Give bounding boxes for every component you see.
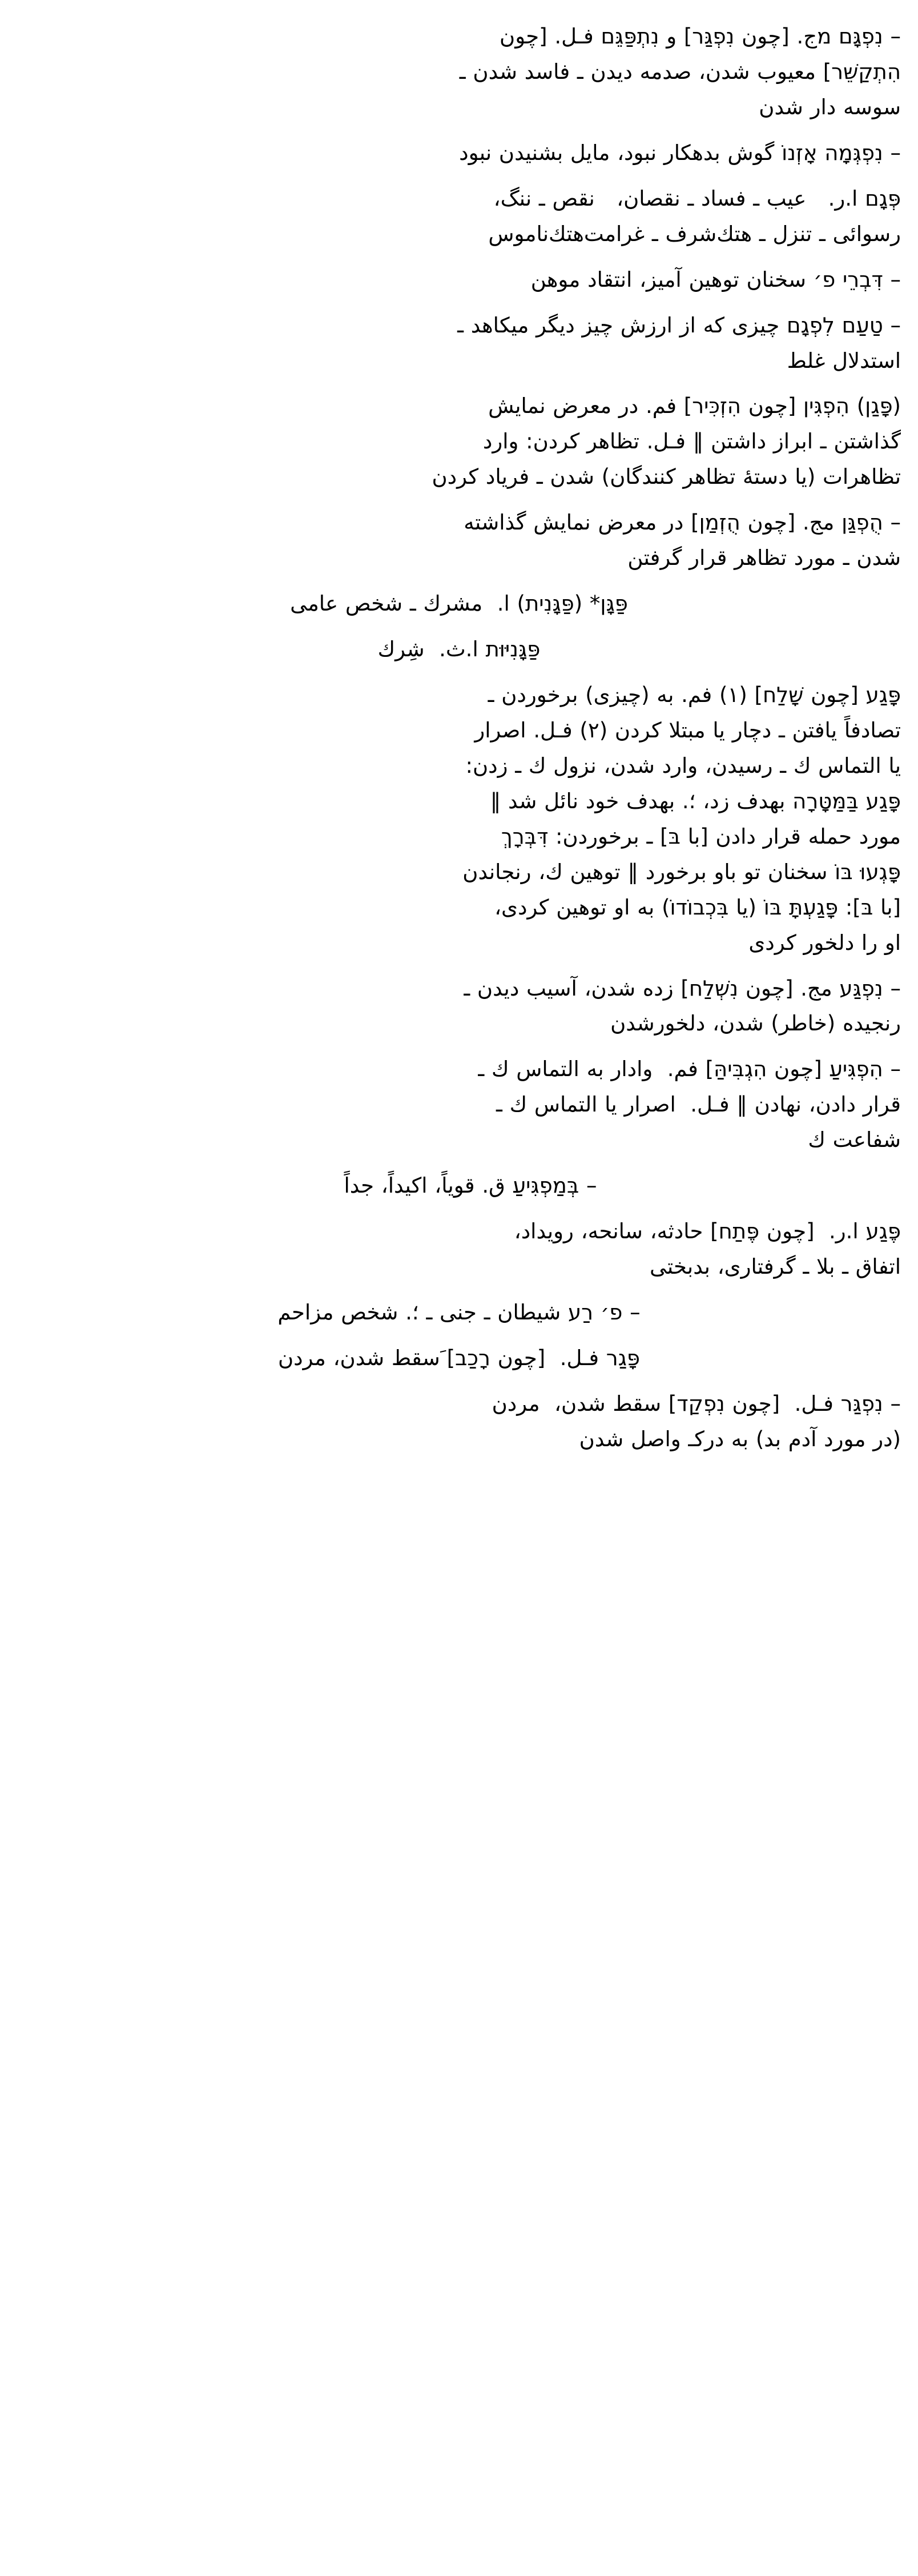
- entry-line: رنجيده (خاطر) شدن، دلخورشدن: [610, 1011, 901, 1036]
- entry-line: ‎–‎ נִפְגַּע مج. [چون נִשְׁלַח] زده شدن، آسيب ديدن ـ: [464, 976, 901, 1001]
- entry-line: تصادفاً يافتن ـ دچار يا مبتلا كردن (٢) فـل. اصرار: [474, 717, 901, 743]
- entry-line: رسوائى ـ تنزل ـ هتك‌شرف ـ غرامت‌هتك‌ناموس: [488, 221, 901, 246]
- dictionary-entry: [17, 19, 901, 125]
- dictionary-entry: [17, 972, 901, 1041]
- entry-line: او را دلخور كردى: [748, 930, 901, 955]
- entry-line: ‎–‎ נִפְגְּמָה אָזְנוֹ گوش بدهكار نبود، مايل بشنيدن نبود: [459, 140, 901, 165]
- entry-line: פֶּגַע ا.ر. [چون פֶּתַח] حادثه، سانحه، رويداد،: [514, 1219, 901, 1244]
- dictionary-entry: [17, 308, 901, 378]
- entry-line: פָּגַע [چون שָׁלַח] (١) فم. به (چيزى) برخوردن ـ: [488, 683, 901, 707]
- entry-line: ‎–‎ הִפְגִּיעַ [چون הִגְבִּיהַּ] فم. وادار به التماس ك ـ: [478, 1057, 901, 1082]
- dictionary-entry: [17, 632, 901, 667]
- entry-line: פַּגָּנִיּוּת ا.ث. شِرك: [377, 637, 541, 662]
- entry-line: ‎–‎ פ׳ רַע شيطان ـ جنى ـ ؛. شخص مزاحم: [277, 1300, 641, 1325]
- dictionary-entry: [17, 136, 901, 170]
- dictionary-entry: [17, 1387, 901, 1456]
- entry-line: تظاهرات (يا دستهٔ تظاهر كنندگان) شدن ـ فرياد كردن: [432, 464, 901, 489]
- dictionary-entry: [17, 1169, 901, 1203]
- entry-line: פָּגְעוּ בּוֹ سخنان تو باو برخورد ‖ توهين ك، رنجاندن: [462, 859, 901, 884]
- dictionary-entry: [17, 678, 901, 960]
- dictionary-entry: [17, 389, 901, 494]
- dictionary-entry: [17, 1295, 901, 1330]
- dictionary-entry: [17, 505, 901, 575]
- entry-line: ‎–‎ טַעַם לִפְגָם چيزى كه از ارزش چيز ديگر ميكاهد ـ: [457, 312, 901, 338]
- dictionary-entry: [17, 1052, 901, 1157]
- entry-line: مورد حمله قرار دادن [با בּ] ـ برخوردن: דִּבְּרָךְ: [501, 824, 901, 849]
- entry-line: [با בּ]: פָּגַעְתָּ בּוֹ (يا בִּכְבוֹדוֹ) به او توهين كردى،: [494, 894, 901, 920]
- entry-line: شدن ـ مورد تظاهر قرار گرفتن: [627, 545, 901, 571]
- entry-line: פַּגָּן* (פַּגָּנִית) ا. مشرك ـ شخص عامى: [290, 591, 628, 616]
- entry-line: ‎–‎ נִפְגַּר فـل. [چون נִפְקַד] سقط شدن، مردن: [492, 1391, 901, 1416]
- dictionary-entry: [17, 263, 901, 297]
- entry-line: פָּגַע בַּמַּטָּרָה بهدف زد، ؛. بهدف خود نائل شد ‖: [490, 788, 901, 813]
- dictionary-entry: [17, 587, 901, 621]
- entry-line: استدلال غلط: [787, 348, 901, 373]
- entry-line: פְּגָם ا.ر. عيب ـ فساد ـ نقصان، نقص ـ ننگ،: [493, 186, 901, 211]
- dictionary-entry: [17, 1341, 901, 1375]
- entry-line: ‎–‎ בְּמַפְגִּיעַ ق. قوياً، اكيداً، جداً: [344, 1173, 597, 1198]
- entry-line: פָּגַר فـل. [چون רָכַב] َسقط شدن، مردن: [277, 1345, 641, 1370]
- entry-line: (در مورد آدم بد) به دركـ واصل شدن: [579, 1426, 901, 1451]
- entry-line: قرار دادن، نهادن ‖ فـل. اصرار يا التماس ك ـ: [496, 1092, 901, 1117]
- entry-line: يا التماس ك ـ رسيدن، وارد شدن، نزول ك ـ زدن:: [465, 753, 901, 778]
- entry-line: ‎–‎ דִּבְרֵי פ׳ سخنان توهين آميز، انتقاد موهن: [530, 267, 901, 292]
- entry-line: اتفاق ـ بلا ـ گرفتارى، بدبختى: [650, 1254, 901, 1279]
- dictionary-entry: [17, 1214, 901, 1284]
- entry-line: شفاعت ك: [808, 1127, 901, 1153]
- entry-line: گذاشتن ـ ابراز داشتن ‖ فـل. تظاهر كردن: وارد: [482, 429, 901, 454]
- dictionary-entry: [17, 182, 901, 251]
- entry-line: ‎–‎ הֻפְגַּן مج. [چون הֻזְמַן] در معرض نمايش گذاشته: [464, 510, 901, 535]
- entry-line: הִתְקַשֵּׁר] معيوب شدن، صدمه ديدن ـ فاسد شدن ـ: [459, 59, 901, 84]
- entry-line: سوسه دار شدن: [759, 94, 901, 119]
- entry-line: ‎–‎ נִפְגָּם מج. [چون נִפְגַּר] و נִתְפַּגֵּם فـل. [چون: [500, 24, 901, 49]
- entry-line: (פָּגַן) הִפְגִּין [چون הִזְכִּיר] فم. در معرض نمايش: [488, 394, 901, 419]
